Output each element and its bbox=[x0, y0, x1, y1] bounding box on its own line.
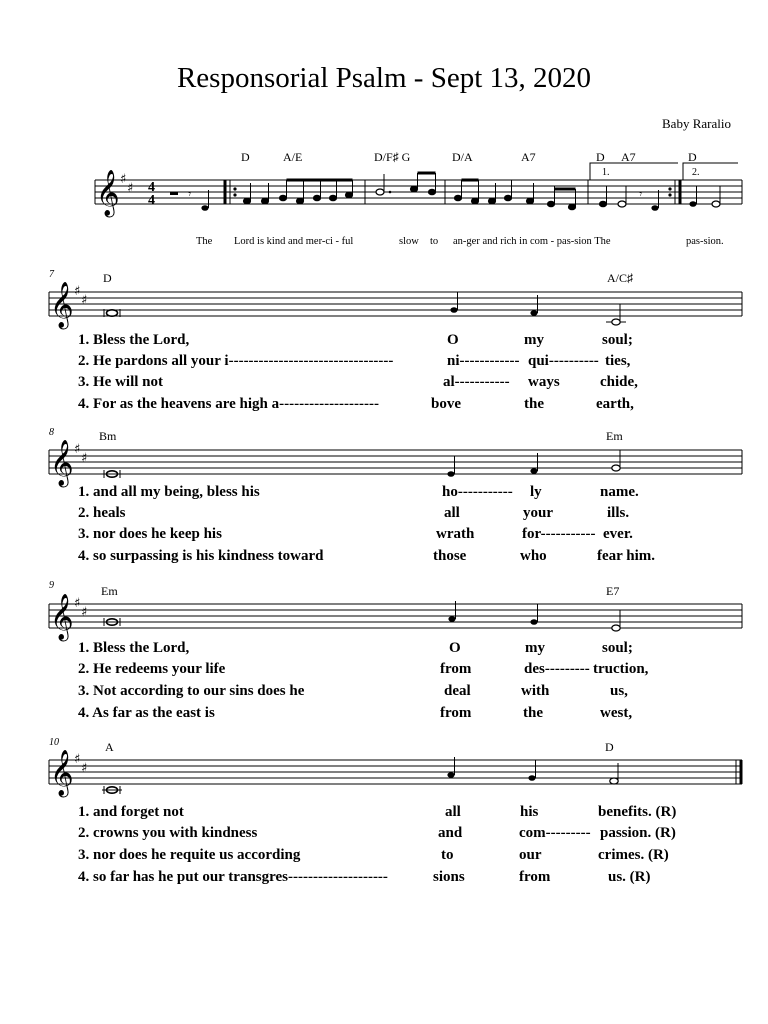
refrain-lyric: slow bbox=[399, 236, 419, 247]
verse-syllable: all bbox=[445, 804, 461, 820]
verse-line-3: 3. Not according to our sins does he bbox=[78, 683, 305, 699]
refrain-lyric: to bbox=[430, 236, 439, 247]
verse-syllable: crimes. (R) bbox=[598, 847, 669, 863]
verse-syllable: ills. bbox=[607, 505, 630, 521]
page-title: Responsorial Psalm - Sept 13, 2020 bbox=[176, 62, 592, 94]
sharp-icon: ♯ bbox=[74, 284, 81, 299]
measure-number: 10 bbox=[49, 737, 59, 748]
verse-line-4: 4. so surpassing is his kindness toward bbox=[78, 548, 324, 564]
time-sig-bottom: 4 bbox=[148, 193, 155, 208]
chord-symbol: D bbox=[688, 150, 697, 164]
verse-syllable: all bbox=[444, 505, 460, 521]
treble-clef-icon: 𝄞 bbox=[50, 750, 74, 796]
verse-syllable: who bbox=[520, 548, 547, 564]
verse-syllable: and bbox=[438, 825, 463, 841]
verse-staff bbox=[0, 428, 768, 488]
chord-symbol: Bm bbox=[99, 429, 117, 443]
verse-staff bbox=[0, 738, 768, 798]
verse-syllable: qui---------- bbox=[528, 353, 599, 369]
sharp-icon: ♯ bbox=[127, 181, 134, 196]
verse-syllable: my bbox=[524, 332, 544, 348]
chord-symbol: D bbox=[241, 150, 250, 164]
refrain-staff bbox=[0, 160, 768, 240]
verse-syllable: O bbox=[447, 332, 459, 348]
svg-text:𝄾: 𝄾 bbox=[188, 187, 192, 201]
verse-syllable: O bbox=[449, 640, 461, 656]
verse-syllable: for----------- bbox=[522, 526, 596, 542]
verse-syllable: the bbox=[524, 396, 544, 412]
verse-line-1: 1. Bless the Lord, bbox=[78, 332, 190, 348]
verse-line-2: 2. He redeems your life bbox=[78, 661, 226, 677]
verse-staff bbox=[0, 582, 768, 642]
verse-line-3: 3. nor does he requite us according bbox=[78, 847, 301, 863]
verse-syllable: sions bbox=[433, 869, 465, 885]
treble-clef-icon: 𝄞 bbox=[50, 594, 74, 640]
verse-line-1: 1. Bless the Lord, bbox=[78, 640, 190, 656]
verse-syllable: deal bbox=[444, 683, 471, 699]
verse-syllable: passion. (R) bbox=[600, 825, 676, 841]
verse-line-2: 2. crowns you with kindness bbox=[78, 825, 258, 841]
verse-syllable: from bbox=[440, 705, 472, 721]
treble-clef-icon: 𝄞 bbox=[50, 282, 74, 328]
verse-syllable: al----------- bbox=[443, 374, 510, 390]
verse-syllable: name. bbox=[600, 484, 639, 500]
verse-syllable: earth, bbox=[596, 396, 634, 412]
verse-syllable: benefits. (R) bbox=[598, 804, 677, 820]
refrain-lyric: an-ger and rich in com - pas-sion The bbox=[453, 236, 611, 247]
verse-syllable: my bbox=[525, 640, 545, 656]
first-ending-label: 1. bbox=[602, 167, 610, 178]
verse-syllable: those bbox=[433, 548, 467, 564]
verse-line-4: 4. For as the heavens are high a-------------------- bbox=[78, 396, 380, 412]
chord-symbol: A7 bbox=[621, 150, 636, 164]
verse-syllable: your bbox=[523, 505, 553, 521]
verse-line-3: 3. nor does he keep his bbox=[78, 526, 222, 542]
chord-symbol: D bbox=[596, 150, 605, 164]
verse-syllable: ly bbox=[530, 484, 542, 500]
chord-symbol: D bbox=[605, 740, 614, 754]
verse-syllable: with bbox=[521, 683, 550, 699]
sharp-icon: ♯ bbox=[74, 596, 81, 611]
verse-line-1: 1. and all my being, bless his bbox=[78, 484, 260, 500]
refrain-lyric: pas-sion. bbox=[686, 236, 724, 247]
sharp-icon: ♯ bbox=[74, 442, 81, 457]
sharp-icon: ♯ bbox=[120, 172, 127, 187]
time-sig-top: 4 bbox=[148, 180, 155, 195]
sharp-icon: ♯ bbox=[81, 761, 88, 776]
verse-syllable: from bbox=[519, 869, 551, 885]
sharp-icon: ♯ bbox=[81, 293, 88, 308]
verse-syllable: ties, bbox=[605, 353, 631, 369]
chord-symbol: A bbox=[105, 740, 114, 754]
chord-symbol: D/F♯ G bbox=[374, 150, 411, 164]
verse-syllable: des--------- bbox=[524, 661, 590, 677]
measure-number: 9 bbox=[49, 580, 54, 591]
verse-line-4: 4. so far has he put our transgres-------------------- bbox=[78, 869, 388, 885]
sharp-icon: ♯ bbox=[81, 451, 88, 466]
chord-symbol: A/E bbox=[283, 150, 303, 164]
verse-syllable: us. (R) bbox=[608, 869, 651, 885]
verse-line-3: 3. He will not bbox=[78, 374, 163, 390]
verse-syllable: soul; bbox=[602, 640, 633, 656]
measure-number: 8 bbox=[49, 427, 54, 438]
verse-syllable: ways bbox=[528, 374, 560, 390]
treble-clef-icon: 𝄞 bbox=[96, 170, 120, 216]
verse-syllable: bove bbox=[431, 396, 461, 412]
verse-line-2: 2. He pardons all your i--------------------------------- bbox=[78, 353, 394, 369]
verse-syllable: ni------------ bbox=[447, 353, 520, 369]
verse-syllable: our bbox=[519, 847, 542, 863]
chord-symbol: E7 bbox=[606, 584, 620, 598]
verse-syllable: com--------- bbox=[519, 825, 591, 841]
chord-symbol: D bbox=[103, 271, 112, 285]
chord-symbol: Em bbox=[606, 429, 623, 443]
verse-staff bbox=[0, 270, 768, 330]
verse-line-1: 1. and forget not bbox=[78, 804, 184, 820]
treble-clef-icon: 𝄞 bbox=[50, 440, 74, 486]
verse-syllable: fear him. bbox=[597, 548, 656, 564]
verse-syllable: us, bbox=[610, 683, 628, 699]
refrain-lyric: The bbox=[196, 236, 213, 247]
verse-line-4: 4. As far as the east is bbox=[78, 705, 215, 721]
chord-symbol: D/A bbox=[452, 150, 473, 164]
measure-number: 7 bbox=[49, 269, 54, 280]
second-ending-label: 2. bbox=[692, 167, 700, 178]
chord-symbol: A/C♯ bbox=[607, 271, 634, 285]
verse-syllable: from bbox=[440, 661, 472, 677]
composer-credit: Baby Raralio bbox=[662, 116, 731, 131]
verse-syllable: to bbox=[441, 847, 454, 863]
sharp-icon: ♯ bbox=[74, 752, 81, 767]
verse-line-2: 2. heals bbox=[78, 505, 126, 521]
verse-syllable: soul; bbox=[602, 332, 633, 348]
refrain-lyric: Lord is kind and mer-ci - ful bbox=[234, 236, 354, 247]
verse-syllable: wrath bbox=[436, 526, 475, 542]
chord-symbol: Em bbox=[101, 584, 118, 598]
verse-syllable: his bbox=[520, 804, 539, 820]
verse-syllable: chide, bbox=[600, 374, 638, 390]
verse-syllable: the bbox=[523, 705, 543, 721]
sharp-icon: ♯ bbox=[81, 605, 88, 620]
chord-symbol: A7 bbox=[521, 150, 536, 164]
verse-syllable: ho----------- bbox=[442, 484, 513, 500]
svg-text:𝄾: 𝄾 bbox=[639, 187, 643, 201]
verse-syllable: west, bbox=[600, 705, 633, 721]
verse-syllable: truction, bbox=[593, 661, 649, 677]
verse-syllable: ever. bbox=[603, 526, 633, 542]
